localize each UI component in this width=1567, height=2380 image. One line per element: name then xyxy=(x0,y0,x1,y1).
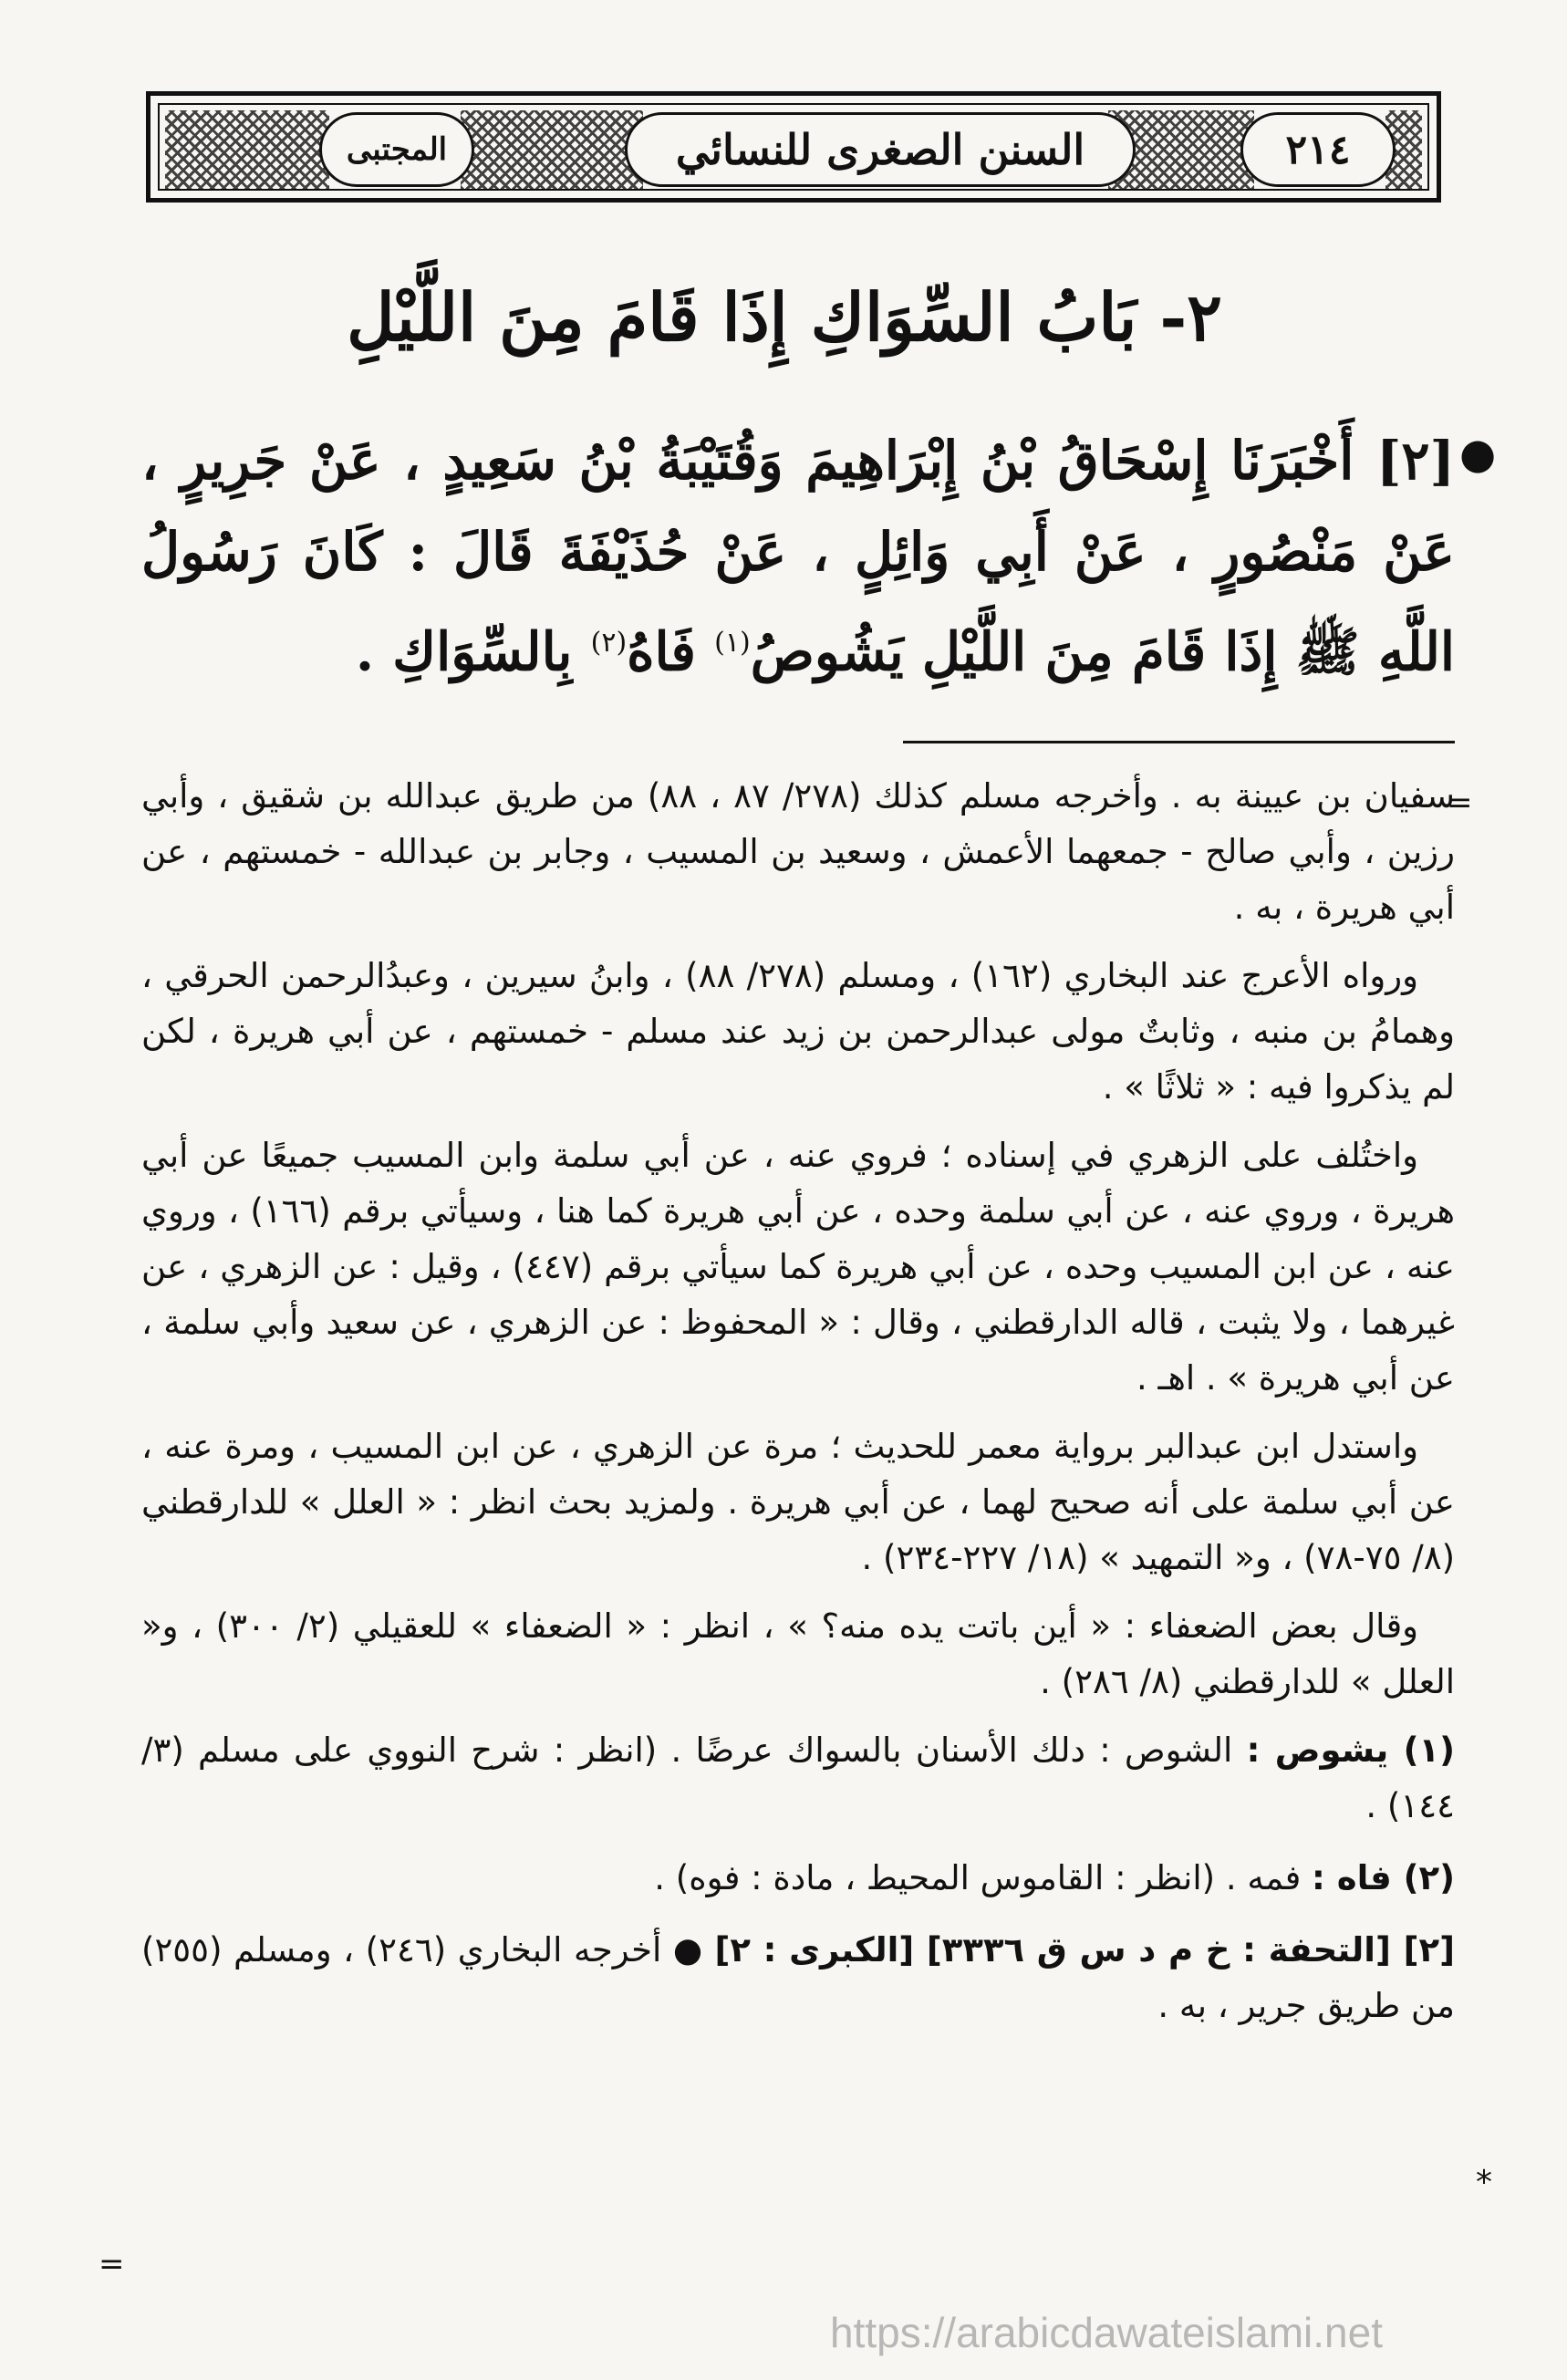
ornament-left xyxy=(165,110,329,189)
hadith-text xyxy=(141,415,1455,697)
takhrij-label: [٢] [التحفة : خ م د س ق ٣٣٣٦] [الكبرى : ٢] xyxy=(714,1930,1455,1969)
chapter-title: ٢- بَابُ السِّوَاكِ إِذَا قَامَ مِنَ اللَّيْلِ xyxy=(347,278,1222,356)
footnote-ref-1: (١) xyxy=(714,627,751,659)
hadith-bullet: ● xyxy=(1459,429,1497,478)
end-continuation-mark: = xyxy=(99,2246,125,2282)
footnote-ref-2: (٢) xyxy=(590,627,628,659)
note-paragraph-2: ورواه الأعرج عند البخاري (١٦٢) ، ومسلم (٢٧٨/ ٨٨) ، وابنُ سيرين ، وعبدُالرحمن الحرقي ، وهمامُ بن منبه ، وثابتٌ مولى عبدالرحمن بن زيد عند مسلم - خمستهم ، عن أبي هريرة ، لكن لم يذكروا فيه : « ثلاثًا » . xyxy=(141,956,1455,1107)
note-paragraph-3: واختُلف على الزهري في إسناده ؛ فروي عنه ، عن أبي سلمة وابن المسيب جميعًا عن أبي هريرة ، وروي عنه ، عن أبي سلمة وحده ، عن أبي هريرة كما هنا ، وسيأتي برقم (١٦٦) ، وروي عنه ، عن ابن المسيب وحده ، عن أبي هريرة كما سيأتي برقم (٤٤٧) ، وقيل : عن الزهري ، عن غيرهما ، ولا يثبت ، قاله الدارقطني ، وقال : « المحفوظ : عن الزهري ، عن سعيد وأبي سلمة ، عن أبي هريرة » . اهـ . xyxy=(141,1136,1456,1398)
star-mark: * xyxy=(1476,2164,1492,2201)
footnotes xyxy=(141,768,1455,2050)
takhrij-note xyxy=(141,1922,1455,2033)
footnote-1-label: (١) يشوص : xyxy=(1246,1730,1455,1770)
hadith-text-b: فَاهُ xyxy=(627,620,696,683)
watermark-url: https://arabicdawateislami.net xyxy=(830,2309,1383,2356)
page-number: ٢١٤ xyxy=(1240,112,1396,187)
note-paragraph-4: واستدل ابن عبدالبر برواية معمر للحديث ؛ مرة عن الزهري ، عن ابن المسيب ، ومرة عنه ، عن أبي سلمة على أنه صحيح لهما ، عن أبي هريرة . ولمزيد بحث انظر : « العلل » للدارقطني (٨/ ٧٥-٧٨) ، و« التمهيد » (١٨/ ٢٢٧-٢٣٤) . xyxy=(141,1427,1455,1577)
ornament-center-left xyxy=(461,110,643,189)
note-paragraph-5: وقال بعض الضعفاء : « أين باتت يده منه؟ » ، انظر : « الضعفاء » للعقيلي (٢/ ٣٠٠) ، و« العلل » للدارقطني (٨/ ٢٨٦) . xyxy=(141,1606,1455,1701)
hadith-number: [٢] xyxy=(1375,430,1455,492)
running-title: السنن الصغرى للنسائي xyxy=(625,112,1136,187)
footnote-2-text: فمه . (انظر : القاموس المحيط ، مادة : فوه) . xyxy=(654,1858,1302,1897)
footnote-1-text: الشوص : دلك الأسنان بالسواك عرضًا . (انظر : شرح النووي على مسلم (٣/ ١٤٤) . xyxy=(141,1730,1455,1825)
footnote-2 xyxy=(141,1850,1455,1906)
continuation-mark: = xyxy=(1447,785,1473,821)
footnote-2-label: (٢) فاه : xyxy=(1312,1858,1455,1897)
takhrij-text: ● أخرجه البخاري (٢٤٦) ، ومسلم (٢٥٥) من طريق جرير ، به . xyxy=(141,1930,1455,2025)
hadith-text-c: بِالسِّوَاكِ . xyxy=(355,620,573,683)
page-header xyxy=(146,91,1441,203)
book-label: المجتبى xyxy=(319,112,474,187)
hadith-text-a: أَخْبَرَنَا إِسْحَاقُ بْنُ إِبْرَاهِيمَ وَقُتَيْبَةُ بْنُ سَعِيدٍ ، عَنْ جَرِيرٍ ، عَنْ مَنْصُورٍ ، عَنْ أَبِي وَائِلٍ ، عَنْ حُذَيْفَةَ قَالَ : كَانَ رَسُولُ اللَّهِ ﷺ إِذَا قَامَ مِنَ اللَّيْلِ يَشُوصُ xyxy=(141,430,1455,683)
footnote-separator xyxy=(903,741,1455,743)
footnote-1 xyxy=(141,1722,1455,1834)
note-paragraph-1: سفيان بن عيينة به . وأخرجه مسلم كذلك (٢٧٨/ ٨٧ ، ٨٨) من طريق عبدالله بن شقيق ، وأبي رزين ، وأبي صالح - جمعهما الأعمش ، وسعيد بن المسيب ، وجابر بن عبدالله - خمستهم ، عن أبي هريرة ، به . xyxy=(141,776,1455,927)
